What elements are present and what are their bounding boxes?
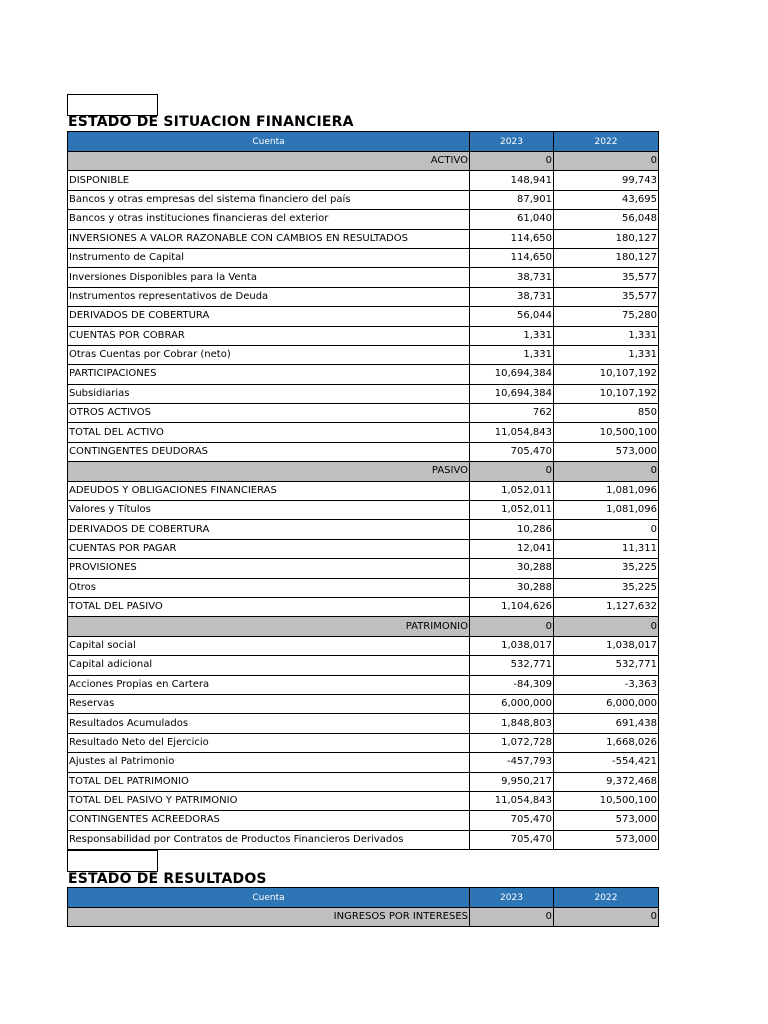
table-row [68, 501, 659, 520]
value-2022: 35,577 [554, 287, 659, 306]
table-row [68, 675, 659, 694]
table-row [68, 442, 659, 461]
header-2022: 2022 [554, 888, 659, 908]
value-2023: 148,941 [470, 171, 554, 190]
value-2023: 6,000,000 [470, 694, 554, 713]
value-2023: -84,309 [470, 675, 554, 694]
results-title: ESTADO DE RESULTADOS [68, 871, 267, 887]
table-group-row [68, 152, 659, 171]
value-2022: 1,081,096 [554, 501, 659, 520]
account-label: Instrumentos representativos de Deuda [68, 287, 470, 306]
table-row [68, 365, 659, 384]
value-2022: 180,127 [554, 229, 659, 248]
value-2023: 12,041 [470, 539, 554, 558]
value-2022: 10,107,192 [554, 365, 659, 384]
value-2022: 691,438 [554, 714, 659, 733]
table-row [68, 248, 659, 267]
header-cuenta: Cuenta [68, 888, 470, 908]
value-2022: -3,363 [554, 675, 659, 694]
table-row [68, 171, 659, 190]
table-row [68, 656, 659, 675]
value-2023: 10,694,384 [470, 384, 554, 403]
table-row [68, 520, 659, 539]
table-group-row [68, 462, 659, 481]
account-label: OTROS ACTIVOS [68, 404, 470, 423]
header-cuenta: Cuenta [68, 132, 470, 152]
value-2022: 6,000,000 [554, 694, 659, 713]
account-label: PATRIMONIO [68, 617, 470, 636]
value-2022: 35,577 [554, 268, 659, 287]
value-2022: 573,000 [554, 811, 659, 830]
value-2022: 1,127,632 [554, 597, 659, 616]
value-2022: 43,695 [554, 190, 659, 209]
value-2022: 573,000 [554, 830, 659, 849]
account-label: INGRESOS POR INTERESES [68, 908, 470, 927]
account-label: Responsabilidad por Contratos de Productos Financieros Derivados [68, 830, 470, 849]
value-2022: 35,225 [554, 578, 659, 597]
account-label: Inversiones Disponibles para la Venta [68, 268, 470, 287]
header-2022: 2022 [554, 132, 659, 152]
table-row [68, 559, 659, 578]
header-2023: 2023 [470, 888, 554, 908]
account-label: Otros [68, 578, 470, 597]
value-2023: 11,054,843 [470, 423, 554, 442]
value-2023: 38,731 [470, 287, 554, 306]
header-2023: 2023 [470, 132, 554, 152]
income-statement-table [67, 887, 659, 927]
account-label: Ajustes al Patrimonio [68, 753, 470, 772]
value-2022: 532,771 [554, 656, 659, 675]
table-row [68, 791, 659, 810]
value-2022: 1,668,026 [554, 733, 659, 752]
table-row [68, 733, 659, 752]
value-2022: 0 [554, 617, 659, 636]
value-2022: 1,081,096 [554, 481, 659, 500]
table-row [68, 404, 659, 423]
table-row [68, 636, 659, 655]
account-label: Valores y Títulos [68, 501, 470, 520]
account-label: Bancos y otras empresas del sistema financiero del país [68, 190, 470, 209]
value-2023: 11,054,843 [470, 791, 554, 810]
value-2023: 1,104,626 [470, 597, 554, 616]
account-label: TOTAL DEL PASIVO [68, 597, 470, 616]
value-2022: 75,280 [554, 307, 659, 326]
table-row [68, 287, 659, 306]
value-2023: 38,731 [470, 268, 554, 287]
value-2022: 0 [554, 908, 659, 927]
table-row [68, 539, 659, 558]
table-row [68, 811, 659, 830]
value-2023: 1,052,011 [470, 481, 554, 500]
value-2023: 705,470 [470, 811, 554, 830]
account-label: CUENTAS POR COBRAR [68, 326, 470, 345]
value-2022: 35,225 [554, 559, 659, 578]
value-2022: 1,331 [554, 345, 659, 364]
value-2023: 705,470 [470, 442, 554, 461]
empty-cell-box [67, 850, 158, 872]
value-2023: 114,650 [470, 248, 554, 267]
value-2022: 1,331 [554, 326, 659, 345]
table-row [68, 190, 659, 209]
account-label: ADEUDOS Y OBLIGACIONES FINANCIERAS [68, 481, 470, 500]
value-2023: 1,072,728 [470, 733, 554, 752]
value-2023: 9,950,217 [470, 772, 554, 791]
value-2023: 0 [470, 908, 554, 927]
account-label: Acciones Propias en Cartera [68, 675, 470, 694]
table-row [68, 694, 659, 713]
table-row [68, 210, 659, 229]
value-2023: 1,331 [470, 345, 554, 364]
table-row [68, 384, 659, 403]
value-2022: 10,107,192 [554, 384, 659, 403]
account-label: INVERSIONES A VALOR RAZONABLE CON CAMBIOS EN RESULTADOS [68, 229, 470, 248]
value-2023: 87,901 [470, 190, 554, 209]
value-2022: 56,048 [554, 210, 659, 229]
value-2023: 114,650 [470, 229, 554, 248]
account-label: ACTIVO [68, 152, 470, 171]
value-2022: 9,372,468 [554, 772, 659, 791]
value-2023: 10,286 [470, 520, 554, 539]
table-group-row [68, 908, 659, 927]
value-2023: 1,052,011 [470, 501, 554, 520]
value-2023: 0 [470, 152, 554, 171]
account-label: Capital social [68, 636, 470, 655]
value-2022: 10,500,100 [554, 423, 659, 442]
table-row [68, 481, 659, 500]
table-row [68, 597, 659, 616]
account-label: Reservas [68, 694, 470, 713]
value-2023: 705,470 [470, 830, 554, 849]
account-label: DERIVADOS DE COBERTURA [68, 520, 470, 539]
empty-cell-box [67, 94, 158, 116]
value-2022: 180,127 [554, 248, 659, 267]
value-2022: 10,500,100 [554, 791, 659, 810]
value-2023: 0 [470, 617, 554, 636]
value-2022: 850 [554, 404, 659, 423]
value-2023: 532,771 [470, 656, 554, 675]
value-2022: 573,000 [554, 442, 659, 461]
account-label: DISPONIBLE [68, 171, 470, 190]
account-label: TOTAL DEL PASIVO Y PATRIMONIO [68, 791, 470, 810]
value-2023: 1,038,017 [470, 636, 554, 655]
account-label: CONTINGENTES DEUDORAS [68, 442, 470, 461]
balance-sheet-table [67, 131, 659, 850]
value-2022: 11,311 [554, 539, 659, 558]
value-2023: 10,694,384 [470, 365, 554, 384]
table-group-row [68, 617, 659, 636]
account-label: PROVISIONES [68, 559, 470, 578]
table-row [68, 326, 659, 345]
balance-body [68, 152, 659, 850]
table-row [68, 772, 659, 791]
account-label: Otras Cuentas por Cobrar (neto) [68, 345, 470, 364]
value-2022: -554,421 [554, 753, 659, 772]
table-row [68, 578, 659, 597]
table-row [68, 423, 659, 442]
table-row [68, 714, 659, 733]
account-label: Resultados Acumulados [68, 714, 470, 733]
results-body [68, 908, 659, 927]
account-label: TOTAL DEL ACTIVO [68, 423, 470, 442]
account-label: Instrumento de Capital [68, 248, 470, 267]
value-2023: 61,040 [470, 210, 554, 229]
account-label: DERIVADOS DE COBERTURA [68, 307, 470, 326]
table-row [68, 830, 659, 849]
value-2022: 1,038,017 [554, 636, 659, 655]
value-2023: 762 [470, 404, 554, 423]
value-2022: 0 [554, 520, 659, 539]
value-2022: 99,743 [554, 171, 659, 190]
account-label: PASIVO [68, 462, 470, 481]
account-label: Capital adicional [68, 656, 470, 675]
account-label: CUENTAS POR PAGAR [68, 539, 470, 558]
table-header-row [68, 888, 659, 908]
table-row [68, 753, 659, 772]
account-label: Resultado Neto del Ejercicio [68, 733, 470, 752]
value-2022: 0 [554, 152, 659, 171]
account-label: CONTINGENTES ACREEDORAS [68, 811, 470, 830]
value-2023: 1,331 [470, 326, 554, 345]
value-2023: 0 [470, 462, 554, 481]
table-header-row [68, 132, 659, 152]
account-label: Subsidiarias [68, 384, 470, 403]
account-label: Bancos y otras instituciones financieras del exterior [68, 210, 470, 229]
account-label: PARTICIPACIONES [68, 365, 470, 384]
account-label: TOTAL DEL PATRIMONIO [68, 772, 470, 791]
table-row [68, 268, 659, 287]
balance-title: ESTADO DE SITUACION FINANCIERA [68, 114, 354, 130]
value-2023: 30,288 [470, 559, 554, 578]
value-2023: 56,044 [470, 307, 554, 326]
table-row [68, 307, 659, 326]
value-2023: -457,793 [470, 753, 554, 772]
value-2023: 1,848,803 [470, 714, 554, 733]
value-2023: 30,288 [470, 578, 554, 597]
table-row [68, 229, 659, 248]
value-2022: 0 [554, 462, 659, 481]
table-row [68, 345, 659, 364]
